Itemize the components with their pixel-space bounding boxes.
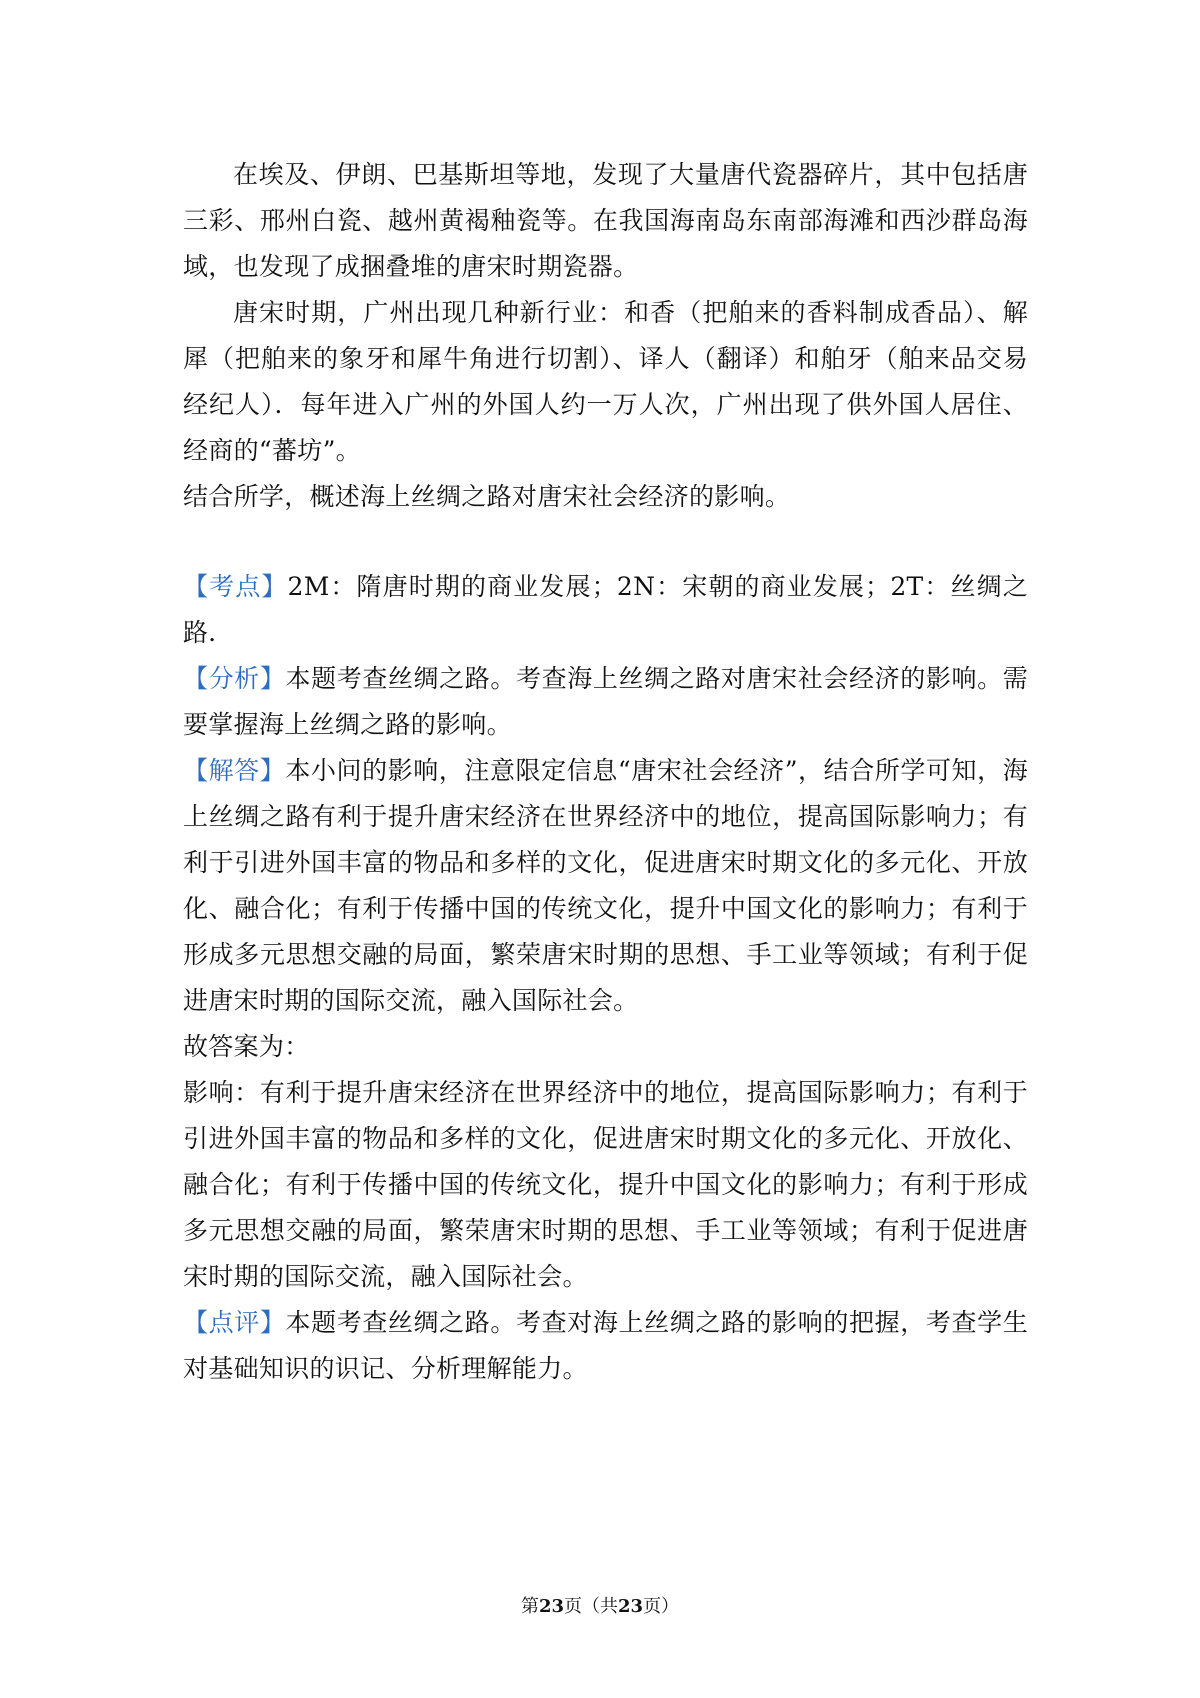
footer-middle: 页（共 (564, 1596, 618, 1617)
footer-page-number: 23 (538, 1596, 564, 1617)
footer-suffix: 页） (643, 1596, 680, 1617)
answer-text: 影响：有利于提升唐宋经济在世界经济中的地位，提高国际影响力；有利于引进外国丰富的物品和多样的文化，促进唐宋时期文化的多元化、开放化、融合化；有利于传播中国的传统文化，提升中国文化的影响力；有利于形成多元思想交融的局面，繁荣唐宋时期的思想、手工业等领域；有利于促进唐宋时期的国际交流，融入国际社会。 (183, 1078, 1028, 1291)
page-content (183, 152, 1028, 1392)
footer-prefix: 第 (520, 1596, 539, 1617)
kaodian-tag: 【考点】 (183, 572, 288, 601)
kaodian-section (183, 564, 1028, 656)
kaodian-text: 2M：隋唐时期的商业发展；2N：宋朝的商业发展；2T：丝绸之路． (183, 572, 1028, 647)
dianping-text: 本题考查丝绸之路。考查对海上丝绸之路的影响的把握，考查学生对基础知识的识记、分析理解能力。 (183, 1308, 1029, 1383)
fenxi-section (183, 656, 1028, 748)
dianping-section (183, 1300, 1028, 1392)
jieda-section (183, 748, 1028, 1024)
jieda-tag: 【解答】 (183, 756, 286, 785)
jieda-text: 本小问的影响，注意限定信息“唐宋社会经济”，结合所学可知，海上丝绸之路有利于提升唐宋经济在世界经济中的地位，提高国际影响力；有利于引进外国丰富的物品和多样的文化，促进唐宋时期文化的多元化、开放化、融合化；有利于传播中国的传统文化，提升中国文化的影响力；有利于形成多元思想交融的局面，繁荣唐宋时期的思想、手工业等领域；有利于促进唐宋时期的国际交流，融入国际社会。 (183, 756, 1028, 1015)
question-paragraph-1: 在埃及、伊朗、巴基斯坦等地，发现了大量唐代瓷器碎片，其中包括唐三彩、邢州白瓷、越州黄褐釉瓷等。在我国海南岛东南部海滩和西沙群岛海域，也发现了成捆叠堆的唐宋时期瓷器。 (183, 160, 1028, 281)
question-prompt: 结合所学，概述海上丝绸之路对唐宋社会经济的影响。 (183, 482, 791, 511)
question-paragraph-2: 唐宋时期，广州出现几种新行业：和香（把舶来的香料制成香品）、解犀（把舶来的象牙和犀牛角进行切割）、译人（翻译）和舶牙（舶来品交易经纪人）．每年进入广州的外国人约一万人次，广州出现了供外国人居住、经商的“蕃坊”。 (183, 298, 1028, 465)
page-footer (0, 1592, 1200, 1618)
section-gap (183, 520, 1028, 564)
footer-total-pages: 23 (618, 1596, 644, 1617)
answer-label: 故答案为： (183, 1032, 310, 1061)
fenxi-tag: 【分析】 (183, 664, 286, 693)
fenxi-text: 本题考查丝绸之路。考查海上丝绸之路对唐宋社会经济的影响。需要掌握海上丝绸之路的影响。 (183, 664, 1029, 739)
dianping-tag: 【点评】 (183, 1308, 286, 1337)
